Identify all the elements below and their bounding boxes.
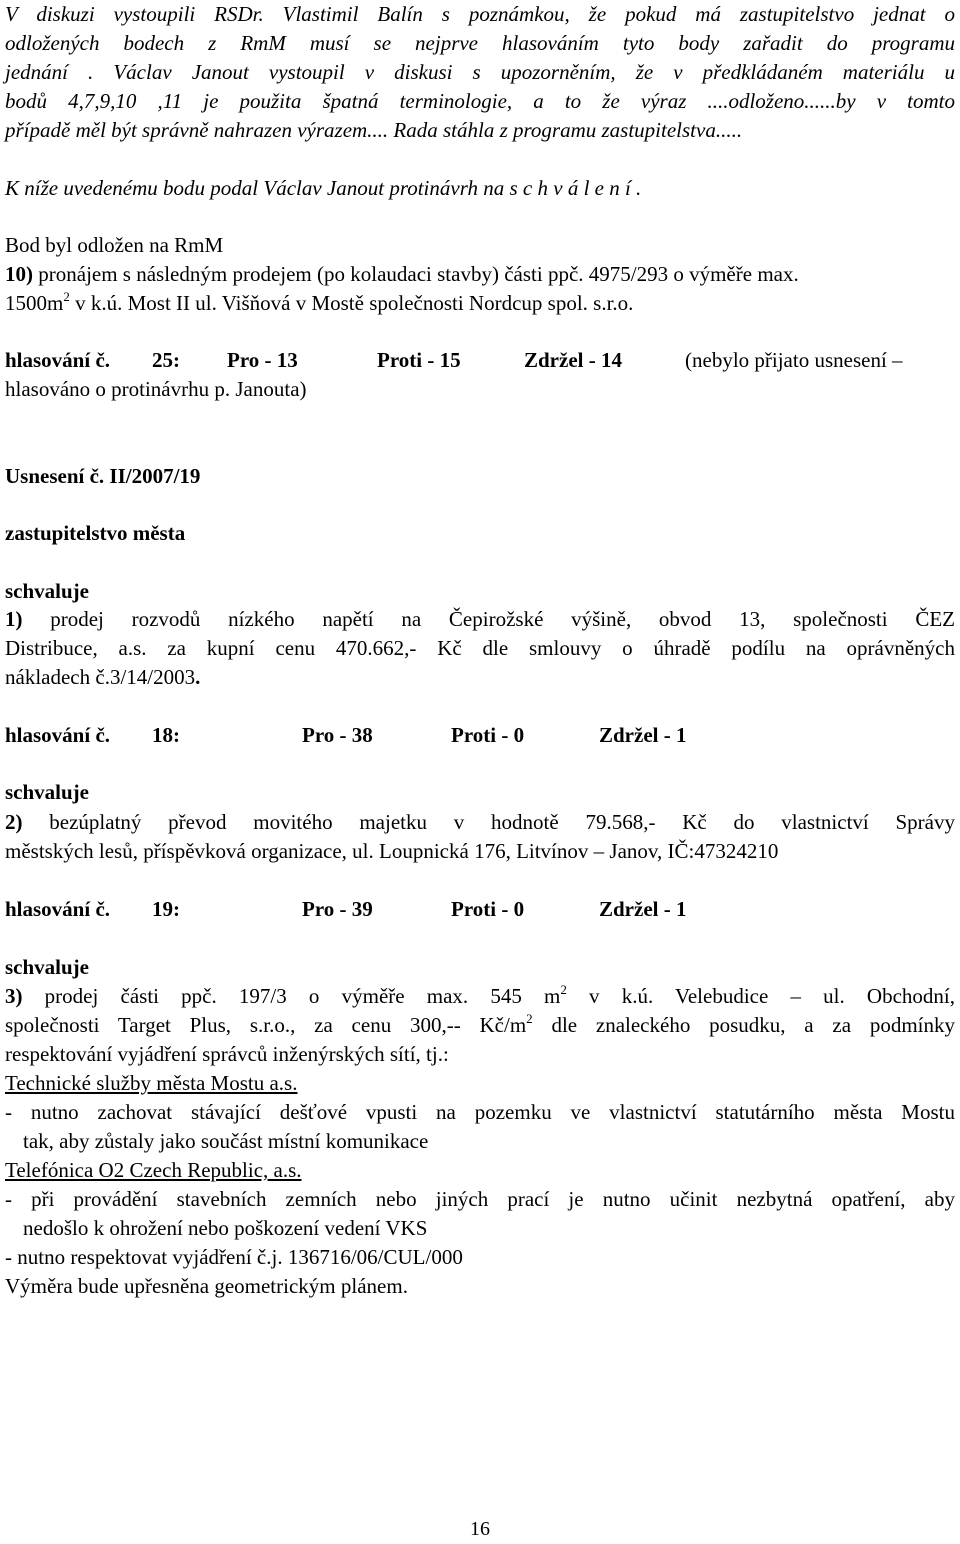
item-3-condition-1-line-1: - nutno zachovat stávající dešťové vpusti na pozemku ve vlastnictví statutárního města Mostu bbox=[5, 1100, 955, 1124]
discussion-line-2: odložených bodech z RmM musí se nejprve hlasováním tyto body zařadit do programu bbox=[5, 31, 955, 55]
item-2-approves: schvaluje bbox=[5, 780, 89, 804]
item-3-sup-1: 2 bbox=[560, 982, 567, 997]
vote-25-pro: Pro - 13 bbox=[227, 348, 298, 372]
vote-25-zdrzel: Zdržel - 14 bbox=[524, 348, 622, 372]
vote-25 bbox=[5, 346, 955, 375]
item-3-condition-2-line-2: nedošlo k ohrožení nebo poškození vedení VKS bbox=[23, 1216, 428, 1240]
deferred-item-text-2a: 1500m bbox=[5, 291, 64, 315]
discussion-line-3: jednání . Václav Janout vystoupil v diskusi s upozorněním, že v předkládaném materiálu u bbox=[5, 60, 955, 84]
item-2-line-1: bezúplatný převod movitého majetku v hodnotě 79.568,- Kč do vlastnictví Správy bbox=[22, 810, 955, 834]
vote-25-label: hlasování č. bbox=[5, 348, 111, 372]
item-3-line-2b: dle znaleckého posudku, a za podmínky bbox=[532, 1013, 955, 1037]
item-3-condition-3: - nutno respektovat vyjádření č.j. 136716/06/CUL/000 bbox=[5, 1245, 463, 1269]
vote-19-label: hlasování č. bbox=[5, 897, 111, 921]
item-1-line-1: prodej rozvodů nízkého napětí na Čepirožské výšině, obvod 13, společnosti ČEZ bbox=[22, 607, 955, 631]
vote-25-note-2: hlasováno o protinávrhu p. Janouta) bbox=[5, 377, 307, 401]
deferred-item-sup: 2 bbox=[63, 289, 70, 304]
vote-25-proti: Proti - 15 bbox=[377, 348, 461, 372]
item-3-final-note: Výměra bude upřesněna geometrickým plánem. bbox=[5, 1274, 408, 1298]
vote-18-zdrzel: Zdržel - 1 bbox=[599, 723, 687, 747]
discussion-line-4: bodů 4,7,9,10 ,11 je použita špatná terminologie, a to že výraz ....odloženo......by v tomto bbox=[5, 89, 955, 113]
item-1-approves: schvaluje bbox=[5, 579, 89, 603]
counter-proposal-note: K níže uvedenému bodu podal Václav Janout protinávrh na s c h v á l e n í . bbox=[5, 176, 642, 200]
discussion-paragraph bbox=[5, 0, 955, 145]
deferred-item-text-2b: v k.ú. Most II ul. Višňová v Mostě společnosti Nordcup spol. s.r.o. bbox=[69, 291, 634, 315]
item-3-line-2a: společnosti Target Plus, s.r.o., za cenu 300,-- Kč/m bbox=[5, 1013, 527, 1037]
deferred-item-text-1: pronájem s následným prodejem (po kolaudaci stavby) části ppč. 4975/293 o výměře max. bbox=[33, 262, 799, 286]
vote-18-label: hlasování č. bbox=[5, 723, 111, 747]
resolution-number: II/2007/19 bbox=[109, 464, 201, 488]
vote-18-number: 18: bbox=[152, 723, 180, 747]
item-3-condition-1-line-2: tak, aby zůstaly jako součást místní komunikace bbox=[23, 1129, 429, 1153]
item-2-number: 2) bbox=[5, 810, 23, 834]
item-1-line-3-end: . bbox=[195, 665, 201, 689]
item-2-line-2: městských lesů, příspěvková organizace, ul. Loupnická 176, Litvínov – Janov, IČ:47324210 bbox=[5, 839, 779, 863]
vote-19-number: 19: bbox=[152, 897, 180, 921]
vote-25-number: 25: bbox=[152, 348, 180, 372]
vote-19-zdrzel: Zdržel - 1 bbox=[599, 897, 687, 921]
item-1-line-2: Distribuce, a.s. za kupní cenu 470.662,- Kč dle smlouvy o úhradě podílu na oprávněných bbox=[5, 636, 955, 660]
item-3-sup-2: 2 bbox=[526, 1011, 533, 1026]
vote-25-note-1: (nebylo přijato usnesení – bbox=[685, 348, 903, 372]
deferred-item-number: 10) bbox=[5, 262, 33, 286]
page-number: 16 bbox=[470, 1518, 490, 1540]
item-2-text bbox=[5, 808, 955, 866]
item-3-number: 3) bbox=[5, 984, 23, 1008]
item-3-text bbox=[5, 982, 955, 1301]
item-3-line-1b: v k.ú. Velebudice – ul. Obchodní, bbox=[566, 984, 955, 1008]
item-3-line-1a: prodej části ppč. 197/3 o výměře max. 545 m bbox=[22, 984, 561, 1008]
vote-18-pro: Pro - 38 bbox=[302, 723, 373, 747]
item-1-line-3: nákladech č.3/14/2003 bbox=[5, 665, 196, 689]
resolution-body: zastupitelstvo města bbox=[5, 521, 186, 545]
item-3-condition-2-line-1: - při provádění stavebních zemních nebo jiných prací je nutno učinit nezbytná opatření, aby bbox=[5, 1187, 955, 1211]
discussion-line-5: případě měl být správně nahrazen výrazem.... Rada stáhla z programu zastupitelstva..... bbox=[5, 118, 743, 142]
vote-19-pro: Pro - 39 bbox=[302, 897, 373, 921]
vote-19-proti: Proti - 0 bbox=[451, 897, 525, 921]
resolution-label: Usnesení č. bbox=[5, 464, 110, 488]
item-1-number: 1) bbox=[5, 607, 23, 631]
item-3-org-2: Telefónica O2 Czech Republic, a.s. bbox=[5, 1158, 302, 1182]
deferred-heading: Bod byl odložen na RmM bbox=[5, 233, 224, 257]
item-3-org-1: Technické služby města Mostu a.s. bbox=[5, 1071, 298, 1095]
item-3-approves: schvaluje bbox=[5, 955, 89, 979]
item-1-text bbox=[5, 605, 955, 692]
deferred-item bbox=[5, 260, 955, 318]
vote-18 bbox=[5, 721, 955, 750]
discussion-line-1: V diskuzi vystoupili RSDr. Vlastimil Balín s poznámkou, že pokud má zastupitelstvo jednat o bbox=[5, 2, 955, 26]
item-3-line-3: respektování vyjádření správců inženýrských sítí, tj.: bbox=[5, 1042, 449, 1066]
resolution-number-line bbox=[5, 462, 955, 491]
vote-19 bbox=[5, 895, 955, 924]
vote-18-proti: Proti - 0 bbox=[451, 723, 525, 747]
